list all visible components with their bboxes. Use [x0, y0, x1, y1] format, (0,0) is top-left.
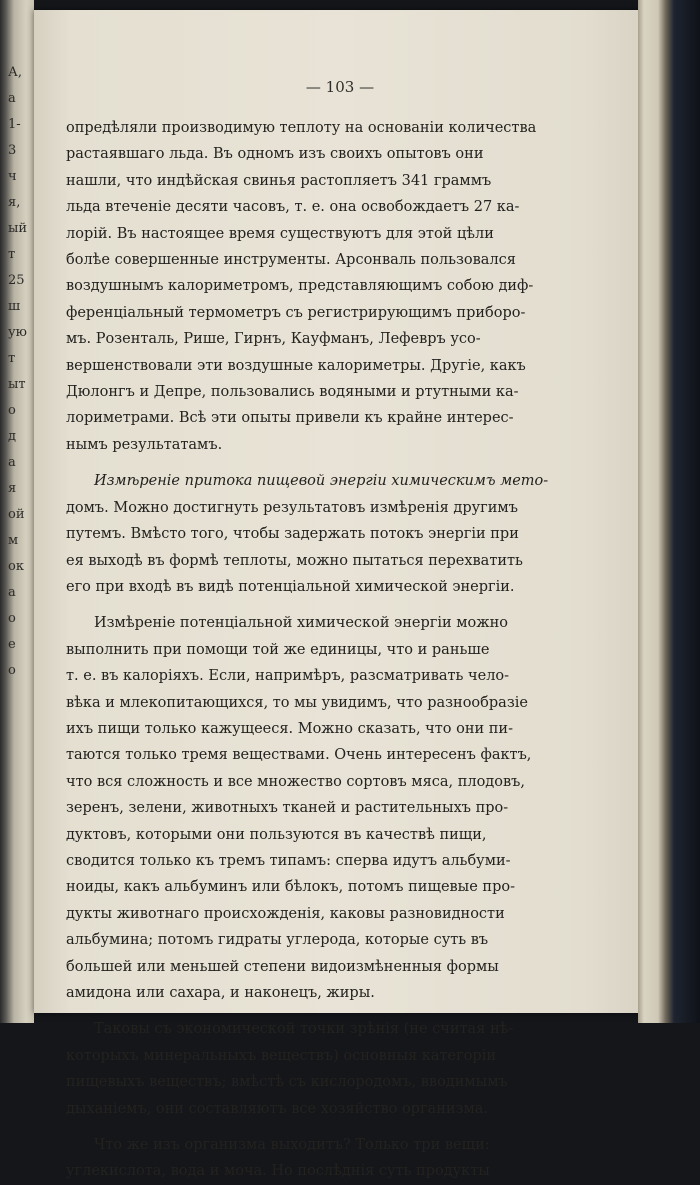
paragraph-heading-measurement [66, 468, 562, 600]
text-line: дуктовъ, которыми они пользуются въ качествѣ пищи, [66, 826, 487, 843]
text-line: дукты животнаго происхожденія, каковы разновидности [66, 905, 505, 922]
text-line: его при входѣ въ видѣ потенціальной химической энергіи. [66, 578, 515, 595]
paragraph [66, 1016, 562, 1122]
text-line: таются только тремя веществами. Очень интересенъ фактъ, [66, 747, 532, 764]
left-page-fragment: а [8, 91, 16, 106]
left-page-fragment: ую [8, 325, 27, 340]
left-page-fragment: а [8, 455, 16, 470]
left-page-fragment: ой [8, 507, 25, 522]
left-page-fragment: д [8, 429, 17, 444]
text-line: ференціальный термометръ съ регистрирующимъ приборо- [66, 304, 526, 321]
text-line: что вся сложность и все множество сортовъ мяса, плодовъ, [66, 773, 525, 790]
left-page-fragment: я [8, 481, 17, 496]
left-page-edge [0, 0, 34, 1023]
left-page-fragment: ч [8, 169, 17, 184]
left-page-fragment: т [8, 351, 16, 366]
book-page-edges [638, 0, 700, 1023]
text-line: сводится только къ тремъ типамъ: сперва идутъ альбуми- [66, 852, 511, 869]
left-page-fragment: ыт [8, 377, 26, 392]
paragraph [66, 1132, 562, 1185]
book-page [34, 10, 646, 1180]
left-page-fragment: м [8, 533, 19, 548]
text-line: Дюлонгъ и Депре, пользовались водяными и ртутными ка- [66, 384, 519, 401]
left-page-fragment: е [8, 637, 16, 652]
text-line: пищевыхъ веществъ; вмѣстѣ съ кислородомъ, вводимымъ [66, 1074, 508, 1091]
text-line: вершенствовали эти воздушные калориметры. Другіе, какъ [66, 357, 526, 374]
text-line: амидона или сахара, и наконецъ, жиры. [66, 985, 375, 1001]
left-page-fragment: я, [8, 195, 21, 210]
text-line: путемъ. Вмѣсто того, чтобы задержать потокъ энергіи при [66, 526, 519, 543]
left-page-fragment: ок [8, 559, 24, 574]
text-line: Что же изъ организма выходитъ? Только три вещи: [94, 1137, 490, 1154]
text-line: т. е. въ калоріяхъ. Если, напримѣръ, разсматривать чело- [66, 668, 510, 685]
text-line: которыхъ минеральныхъ веществъ) основныя категоріи [66, 1047, 497, 1064]
text-line: альбумина; потомъ гидраты углерода, которые суть въ [66, 932, 489, 949]
left-page-fragment: т [8, 247, 16, 262]
left-page-fragment: а [8, 585, 16, 600]
page-number: — 103 — [305, 78, 375, 96]
left-page-text-fragments [8, 60, 32, 1020]
left-page-fragment: о [8, 611, 16, 626]
text-line: воздушнымъ калориметромъ, представляющимъ собою диф- [66, 278, 534, 295]
text-line: углекислота, вода и моча. Но послѣднія суть продукты [66, 1163, 490, 1180]
left-page-fragment: ш [8, 299, 21, 314]
left-page-fragment: А, [8, 65, 22, 80]
text-line: растаявшаго льда. Въ одномъ изъ своихъ опытовъ они [66, 146, 484, 163]
text-line: льда втеченіе десяти часовъ, т. е. она освобождаетъ 27 ка- [66, 199, 520, 216]
text-line: лорій. Въ настоящее время существуютъ для этой цѣли [66, 225, 494, 242]
text-line: ея выходѣ въ формѣ теплоты, можно пытаться перехватить [66, 552, 523, 569]
text-line: болѣе совершенные инструменты. Арсонваль пользовался [66, 252, 516, 269]
text-line: Таковы съ экономической точки зрѣнія (не считая нѣ- [94, 1021, 514, 1038]
text-line: домъ. Можно достигнуть результатовъ измѣренія другимъ [66, 499, 518, 516]
text-line: нашли, что индѣйская свинья растопляетъ 341 граммъ [66, 172, 492, 189]
page-body [66, 115, 562, 1185]
left-page-fragment: о [8, 663, 16, 678]
left-page-fragment: ый [8, 221, 28, 236]
text-line: ихъ пищи только кажущееся. Можно сказать, что они пи- [66, 720, 514, 737]
text-line: вѣка и млекопитающихся, то мы увидимъ, что разнообразіе [66, 694, 528, 711]
text-line: большей или меньшей степени видоизмѣненныя формы [66, 958, 499, 975]
text-line: Измѣреніе потенціальной химической энергіи можно [94, 615, 509, 632]
text-line: выполнить при помощи той же единицы, что и раньше [66, 641, 490, 658]
left-page-fragment: 3 [8, 143, 17, 158]
text-line: Измѣреніе притока пищевой энергіи химическимъ мето- [94, 473, 549, 490]
text-line: нымъ результатамъ. [66, 436, 223, 453]
text-line: зеренъ, зелени, животныхъ тканей и растительныхъ про- [66, 800, 509, 817]
paragraph [66, 610, 562, 1006]
left-page-fragment: 25 [8, 273, 25, 288]
text-line: дыханіемъ, они составляютъ все хозяйство организма. [66, 1100, 488, 1117]
text-line: ноиды, какъ альбуминъ или бѣлокъ, потомъ пищевые про- [66, 879, 515, 896]
text-line: мъ. Розенталь, Рише, Гирнъ, Кауфманъ, Лефевръ усо- [66, 331, 481, 348]
left-page-fragment: 1- [8, 117, 21, 132]
left-page-fragment: о [8, 403, 16, 418]
text-line: опредѣляли производимую теплоту на основаніи количества [66, 120, 537, 136]
paragraph [66, 115, 562, 458]
text-line: лориметрами. Всѣ эти опыты привели къ крайне интерес- [66, 410, 514, 427]
